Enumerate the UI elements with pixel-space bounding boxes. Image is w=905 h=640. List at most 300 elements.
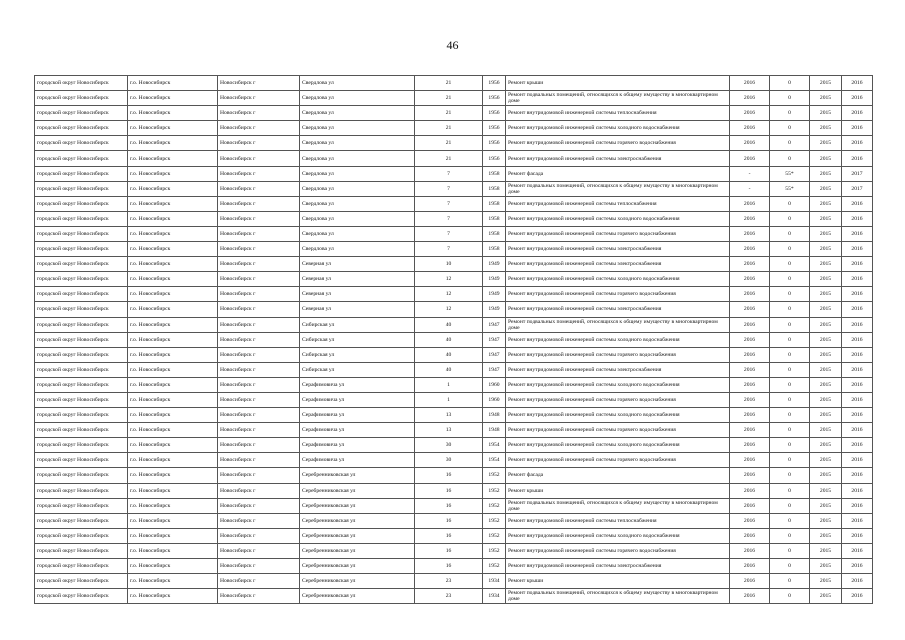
district-cell: г.о. Новосибирск: [128, 302, 218, 317]
district-cell: г.о. Новосибирск: [128, 377, 218, 392]
start-year-cell: 2015: [810, 347, 842, 362]
plan-year-cell: 2016: [730, 242, 770, 257]
plan-year-cell: 2016: [730, 196, 770, 211]
city-cell: Новосибирск г: [218, 287, 300, 302]
plan-year-cell: 2016: [730, 347, 770, 362]
plan-year-cell: 2016: [730, 408, 770, 423]
end-year-cell: 2016: [842, 91, 873, 106]
plan-year-cell: 2016: [730, 136, 770, 151]
district-cell: г.о. Новосибирск: [128, 181, 218, 196]
district-cell: г.о. Новосибирск: [128, 408, 218, 423]
municipality-cell: городской округ Новосибирск: [35, 468, 128, 483]
city-cell: Новосибирск г: [218, 347, 300, 362]
municipality-cell: городской округ Новосибирск: [35, 257, 128, 272]
build-year-cell: 1952: [483, 498, 506, 513]
code-cell: 0: [770, 559, 810, 574]
build-year-cell: 1954: [483, 438, 506, 453]
house-number-cell: 7: [415, 181, 483, 196]
district-cell: г.о. Новосибирск: [128, 438, 218, 453]
table-row: [35, 151, 873, 166]
code-cell: 0: [770, 242, 810, 257]
plan-year-cell: 2016: [730, 257, 770, 272]
capital-repair-table: [34, 75, 873, 604]
start-year-cell: 2015: [810, 423, 842, 438]
end-year-cell: 2017: [842, 181, 873, 196]
municipality-cell: городской округ Новосибирск: [35, 498, 128, 513]
start-year-cell: 2015: [810, 317, 842, 332]
plan-year-cell: 2016: [730, 528, 770, 543]
plan-year-cell: -: [730, 181, 770, 196]
end-year-cell: 2016: [842, 106, 873, 121]
house-number-cell: 16: [415, 543, 483, 558]
district-cell: г.о. Новосибирск: [128, 317, 218, 332]
start-year-cell: 2015: [810, 498, 842, 513]
city-cell: Новосибирск г: [218, 196, 300, 211]
code-cell: 0: [770, 151, 810, 166]
code-cell: 0: [770, 438, 810, 453]
city-cell: Новосибирск г: [218, 211, 300, 226]
house-number-cell: 30: [415, 438, 483, 453]
start-year-cell: 2015: [810, 211, 842, 226]
municipality-cell: городской округ Новосибирск: [35, 302, 128, 317]
district-cell: г.о. Новосибирск: [128, 528, 218, 543]
city-cell: Новосибирск г: [218, 242, 300, 257]
build-year-cell: 1954: [483, 453, 506, 468]
end-year-cell: 2016: [842, 468, 873, 483]
municipality-cell: городской округ Новосибирск: [35, 181, 128, 196]
plan-year-cell: 2016: [730, 559, 770, 574]
city-cell: Новосибирск г: [218, 151, 300, 166]
build-year-cell: 1956: [483, 76, 506, 91]
table-row: [35, 196, 873, 211]
code-cell: 0: [770, 574, 810, 589]
table-row: [35, 76, 873, 91]
street-cell: Серебренниковская ул: [300, 589, 415, 604]
table-row: [35, 136, 873, 151]
table-row: [35, 377, 873, 392]
street-cell: Сибирская ул: [300, 347, 415, 362]
start-year-cell: 2015: [810, 76, 842, 91]
start-year-cell: 2015: [810, 151, 842, 166]
city-cell: Новосибирск г: [218, 332, 300, 347]
code-cell: 0: [770, 121, 810, 136]
table-row: [35, 226, 873, 241]
city-cell: Новосибирск г: [218, 136, 300, 151]
table-row: [35, 468, 873, 483]
work-type-cell: Ремонт внутридомовой инженерной системы горячего водоснабжения: [506, 136, 730, 151]
build-year-cell: 1948: [483, 408, 506, 423]
code-cell: 0: [770, 287, 810, 302]
build-year-cell: 1958: [483, 181, 506, 196]
code-cell: 0: [770, 543, 810, 558]
start-year-cell: 2015: [810, 121, 842, 136]
table-row: [35, 574, 873, 589]
work-type-cell: Ремонт внутридомовой инженерной системы горячего водоснабжения: [506, 347, 730, 362]
build-year-cell: 1958: [483, 226, 506, 241]
plan-year-cell: 2016: [730, 226, 770, 241]
street-cell: Серебренниковская ул: [300, 574, 415, 589]
work-type-cell: Ремонт внутридомовой инженерной системы холодного водоснабжения: [506, 332, 730, 347]
street-cell: Свердлова ул: [300, 242, 415, 257]
plan-year-cell: -: [730, 166, 770, 181]
district-cell: г.о. Новосибирск: [128, 196, 218, 211]
build-year-cell: 1956: [483, 136, 506, 151]
start-year-cell: 2015: [810, 392, 842, 407]
table-row: [35, 453, 873, 468]
end-year-cell: 2016: [842, 392, 873, 407]
work-type-cell: Ремонт внутридомовой инженерной системы холодного водоснабжения: [506, 377, 730, 392]
end-year-cell: 2016: [842, 498, 873, 513]
city-cell: Новосибирск г: [218, 498, 300, 513]
district-cell: г.о. Новосибирск: [128, 106, 218, 121]
street-cell: Свердлова ул: [300, 196, 415, 211]
start-year-cell: 2015: [810, 377, 842, 392]
work-type-cell: Ремонт внутридомовой инженерной системы горячего водоснабжения: [506, 453, 730, 468]
table-row: [35, 498, 873, 513]
code-cell: 0: [770, 196, 810, 211]
end-year-cell: 2016: [842, 257, 873, 272]
start-year-cell: 2015: [810, 408, 842, 423]
build-year-cell: 1948: [483, 423, 506, 438]
house-number-cell: 16: [415, 559, 483, 574]
plan-year-cell: 2016: [730, 332, 770, 347]
build-year-cell: 1956: [483, 121, 506, 136]
city-cell: Новосибирск г: [218, 181, 300, 196]
build-year-cell: 1956: [483, 106, 506, 121]
end-year-cell: 2016: [842, 136, 873, 151]
build-year-cell: 1952: [483, 483, 506, 498]
table-row: [35, 302, 873, 317]
build-year-cell: 1949: [483, 287, 506, 302]
city-cell: Новосибирск г: [218, 408, 300, 423]
work-type-cell: Ремонт фасада: [506, 166, 730, 181]
municipality-cell: городской округ Новосибирск: [35, 574, 128, 589]
start-year-cell: 2015: [810, 257, 842, 272]
table-row: [35, 91, 873, 106]
street-cell: Серафимовича ул: [300, 392, 415, 407]
street-cell: Свердлова ул: [300, 76, 415, 91]
city-cell: Новосибирск г: [218, 106, 300, 121]
house-number-cell: 12: [415, 272, 483, 287]
plan-year-cell: 2016: [730, 468, 770, 483]
district-cell: г.о. Новосибирск: [128, 287, 218, 302]
start-year-cell: 2015: [810, 468, 842, 483]
start-year-cell: 2015: [810, 574, 842, 589]
build-year-cell: 1960: [483, 392, 506, 407]
city-cell: Новосибирск г: [218, 528, 300, 543]
code-cell: 0: [770, 362, 810, 377]
street-cell: Серафимовича ул: [300, 423, 415, 438]
build-year-cell: 1958: [483, 196, 506, 211]
house-number-cell: 30: [415, 453, 483, 468]
street-cell: Серебренниковская ул: [300, 483, 415, 498]
district-cell: г.о. Новосибирск: [128, 347, 218, 362]
city-cell: Новосибирск г: [218, 166, 300, 181]
city-cell: Новосибирск г: [218, 317, 300, 332]
start-year-cell: 2015: [810, 166, 842, 181]
city-cell: Новосибирск г: [218, 377, 300, 392]
code-cell: 0: [770, 408, 810, 423]
district-cell: г.о. Новосибирск: [128, 498, 218, 513]
city-cell: Новосибирск г: [218, 513, 300, 528]
street-cell: Сибирская ул: [300, 317, 415, 332]
build-year-cell: 1960: [483, 377, 506, 392]
work-type-cell: Ремонт внутридомовой инженерной системы горячего водоснабжения: [506, 543, 730, 558]
street-cell: Свердлова ул: [300, 91, 415, 106]
table-row: [35, 242, 873, 257]
municipality-cell: городской округ Новосибирск: [35, 513, 128, 528]
code-cell: 0: [770, 528, 810, 543]
end-year-cell: 2016: [842, 287, 873, 302]
house-number-cell: 21: [415, 121, 483, 136]
municipality-cell: городской округ Новосибирск: [35, 589, 128, 604]
code-cell: 0: [770, 136, 810, 151]
house-number-cell: 21: [415, 91, 483, 106]
municipality-cell: городской округ Новосибирск: [35, 453, 128, 468]
municipality-cell: городской округ Новосибирск: [35, 483, 128, 498]
end-year-cell: 2016: [842, 543, 873, 558]
work-type-cell: Ремонт внутридомовой инженерной системы холодного водоснабжения: [506, 528, 730, 543]
house-number-cell: 12: [415, 287, 483, 302]
district-cell: г.о. Новосибирск: [128, 151, 218, 166]
plan-year-cell: 2016: [730, 438, 770, 453]
municipality-cell: городской округ Новосибирск: [35, 242, 128, 257]
table-row: [35, 166, 873, 181]
code-cell: 0: [770, 513, 810, 528]
code-cell: 0: [770, 257, 810, 272]
start-year-cell: 2015: [810, 559, 842, 574]
city-cell: Новосибирск г: [218, 438, 300, 453]
code-cell: 0: [770, 106, 810, 121]
street-cell: Серебренниковская ул: [300, 468, 415, 483]
street-cell: Свердлова ул: [300, 151, 415, 166]
work-type-cell: Ремонт внутридомовой инженерной системы холодного водоснабжения: [506, 272, 730, 287]
start-year-cell: 2015: [810, 332, 842, 347]
code-cell: 0: [770, 589, 810, 604]
start-year-cell: 2015: [810, 483, 842, 498]
code-cell: 0: [770, 317, 810, 332]
street-cell: Свердлова ул: [300, 211, 415, 226]
house-number-cell: 40: [415, 347, 483, 362]
municipality-cell: городской округ Новосибирск: [35, 392, 128, 407]
street-cell: Серебренниковская ул: [300, 543, 415, 558]
street-cell: Свердлова ул: [300, 121, 415, 136]
house-number-cell: 16: [415, 483, 483, 498]
house-number-cell: 23: [415, 589, 483, 604]
house-number-cell: 13: [415, 423, 483, 438]
start-year-cell: 2015: [810, 287, 842, 302]
street-cell: Серафимовича ул: [300, 453, 415, 468]
house-number-cell: 21: [415, 106, 483, 121]
municipality-cell: городской округ Новосибирск: [35, 317, 128, 332]
street-cell: Серебренниковская ул: [300, 528, 415, 543]
table-row: [35, 483, 873, 498]
plan-year-cell: 2016: [730, 453, 770, 468]
table-row: [35, 317, 873, 332]
work-type-cell: Ремонт внутридомовой инженерной системы горячего водоснабжения: [506, 423, 730, 438]
plan-year-cell: 2016: [730, 317, 770, 332]
house-number-cell: 16: [415, 498, 483, 513]
table-row: [35, 211, 873, 226]
build-year-cell: 1952: [483, 513, 506, 528]
district-cell: г.о. Новосибирск: [128, 211, 218, 226]
work-type-cell: Ремонт фасада: [506, 468, 730, 483]
district-cell: г.о. Новосибирск: [128, 392, 218, 407]
house-number-cell: 40: [415, 317, 483, 332]
work-type-cell: Ремонт крыши: [506, 574, 730, 589]
district-cell: г.о. Новосибирск: [128, 226, 218, 241]
plan-year-cell: 2016: [730, 589, 770, 604]
work-type-cell: Ремонт внутридомовой инженерной системы теплоснабжения: [506, 196, 730, 211]
start-year-cell: 2015: [810, 362, 842, 377]
end-year-cell: 2016: [842, 211, 873, 226]
municipality-cell: городской округ Новосибирск: [35, 106, 128, 121]
end-year-cell: 2016: [842, 483, 873, 498]
district-cell: г.о. Новосибирск: [128, 272, 218, 287]
district-cell: г.о. Новосибирск: [128, 91, 218, 106]
build-year-cell: 1952: [483, 528, 506, 543]
code-cell: 0: [770, 347, 810, 362]
plan-year-cell: 2016: [730, 543, 770, 558]
work-type-cell: Ремонт внутридомовой инженерной системы горячего водоснабжения: [506, 226, 730, 241]
work-type-cell: Ремонт внутридомовой инженерной системы холодного водоснабжения: [506, 121, 730, 136]
code-cell: 0: [770, 468, 810, 483]
house-number-cell: 1: [415, 392, 483, 407]
table-row: [35, 106, 873, 121]
start-year-cell: 2015: [810, 302, 842, 317]
house-number-cell: 10: [415, 257, 483, 272]
city-cell: Новосибирск г: [218, 257, 300, 272]
street-cell: Свердлова ул: [300, 226, 415, 241]
district-cell: г.о. Новосибирск: [128, 76, 218, 91]
district-cell: г.о. Новосибирск: [128, 483, 218, 498]
house-number-cell: 7: [415, 226, 483, 241]
work-type-cell: Ремонт внутридомовой инженерной системы теплоснабжения: [506, 106, 730, 121]
plan-year-cell: 2016: [730, 76, 770, 91]
work-type-cell: Ремонт внутридомовой инженерной системы электроснабжения: [506, 559, 730, 574]
end-year-cell: 2016: [842, 513, 873, 528]
start-year-cell: 2015: [810, 91, 842, 106]
build-year-cell: 1956: [483, 91, 506, 106]
house-number-cell: 21: [415, 76, 483, 91]
work-type-cell: Ремонт подвальных помещений, относящихся к общему имуществу в многоквартирном доме: [506, 498, 730, 513]
table-row: [35, 589, 873, 604]
city-cell: Новосибирск г: [218, 272, 300, 287]
city-cell: Новосибирск г: [218, 362, 300, 377]
start-year-cell: 2015: [810, 136, 842, 151]
build-year-cell: 1952: [483, 468, 506, 483]
district-cell: г.о. Новосибирск: [128, 574, 218, 589]
end-year-cell: 2016: [842, 317, 873, 332]
code-cell: 0: [770, 377, 810, 392]
plan-year-cell: 2016: [730, 106, 770, 121]
build-year-cell: 1956: [483, 151, 506, 166]
end-year-cell: 2016: [842, 332, 873, 347]
city-cell: Новосибирск г: [218, 121, 300, 136]
house-number-cell: 7: [415, 196, 483, 211]
city-cell: Новосибирск г: [218, 302, 300, 317]
municipality-cell: городской округ Новосибирск: [35, 528, 128, 543]
work-type-cell: Ремонт крыши: [506, 76, 730, 91]
municipality-cell: городской округ Новосибирск: [35, 151, 128, 166]
code-cell: 0: [770, 302, 810, 317]
district-cell: г.о. Новосибирск: [128, 121, 218, 136]
district-cell: г.о. Новосибирск: [128, 242, 218, 257]
city-cell: Новосибирск г: [218, 453, 300, 468]
code-cell: 55*: [770, 181, 810, 196]
street-cell: Серебренниковская ул: [300, 559, 415, 574]
page-number: 46: [446, 38, 459, 52]
district-cell: г.о. Новосибирск: [128, 589, 218, 604]
plan-year-cell: 2016: [730, 574, 770, 589]
district-cell: г.о. Новосибирск: [128, 136, 218, 151]
house-number-cell: 7: [415, 242, 483, 257]
plan-year-cell: 2016: [730, 91, 770, 106]
district-cell: г.о. Новосибирск: [128, 423, 218, 438]
code-cell: 0: [770, 498, 810, 513]
end-year-cell: 2016: [842, 242, 873, 257]
work-type-cell: Ремонт подвальных помещений, относящихся к общему имуществу в многоквартирном доме: [506, 317, 730, 332]
municipality-cell: городской округ Новосибирск: [35, 196, 128, 211]
code-cell: 0: [770, 332, 810, 347]
end-year-cell: 2016: [842, 408, 873, 423]
work-type-cell: Ремонт внутридомовой инженерной системы электроснабжения: [506, 362, 730, 377]
build-year-cell: 1947: [483, 347, 506, 362]
start-year-cell: 2015: [810, 181, 842, 196]
plan-year-cell: 2016: [730, 287, 770, 302]
street-cell: Свердлова ул: [300, 181, 415, 196]
plan-year-cell: 2016: [730, 423, 770, 438]
table-row: [35, 438, 873, 453]
municipality-cell: городской округ Новосибирск: [35, 91, 128, 106]
district-cell: г.о. Новосибирск: [128, 468, 218, 483]
house-number-cell: 1: [415, 377, 483, 392]
municipality-cell: городской округ Новосибирск: [35, 76, 128, 91]
build-year-cell: 1958: [483, 211, 506, 226]
plan-year-cell: 2016: [730, 211, 770, 226]
end-year-cell: 2016: [842, 574, 873, 589]
municipality-cell: городской округ Новосибирск: [35, 166, 128, 181]
work-type-cell: Ремонт подвальных помещений, относящихся к общему имуществу в многоквартирном доме: [506, 589, 730, 604]
build-year-cell: 1949: [483, 257, 506, 272]
table-row: [35, 423, 873, 438]
end-year-cell: 2016: [842, 528, 873, 543]
district-cell: г.о. Новосибирск: [128, 453, 218, 468]
end-year-cell: 2016: [842, 121, 873, 136]
end-year-cell: 2016: [842, 151, 873, 166]
work-type-cell: Ремонт подвальных помещений, относящихся к общему имуществу в многоквартирном доме: [506, 181, 730, 196]
start-year-cell: 2015: [810, 513, 842, 528]
city-cell: Новосибирск г: [218, 574, 300, 589]
district-cell: г.о. Новосибирск: [128, 332, 218, 347]
district-cell: г.о. Новосибирск: [128, 543, 218, 558]
plan-year-cell: 2016: [730, 302, 770, 317]
end-year-cell: 2016: [842, 362, 873, 377]
build-year-cell: 1934: [483, 574, 506, 589]
work-type-cell: Ремонт внутридомовой инженерной системы электроснабжения: [506, 302, 730, 317]
municipality-cell: городской округ Новосибирск: [35, 347, 128, 362]
city-cell: Новосибирск г: [218, 423, 300, 438]
table-row: [35, 332, 873, 347]
table-row: [35, 272, 873, 287]
street-cell: Северная ул: [300, 257, 415, 272]
work-type-cell: Ремонт крыши: [506, 483, 730, 498]
code-cell: 0: [770, 76, 810, 91]
end-year-cell: 2016: [842, 196, 873, 211]
street-cell: Серебренниковская ул: [300, 513, 415, 528]
work-type-cell: Ремонт внутридомовой инженерной системы холодного водоснабжения: [506, 408, 730, 423]
start-year-cell: 2015: [810, 272, 842, 287]
